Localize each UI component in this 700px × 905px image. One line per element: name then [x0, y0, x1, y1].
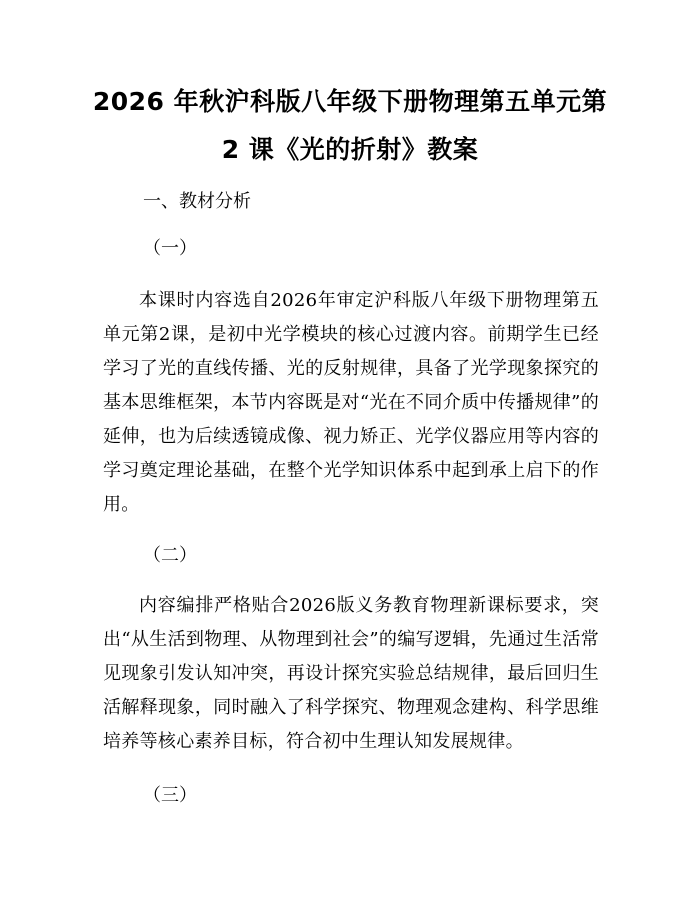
- document-title-line-2: 2 课《光的折射》教案: [221, 135, 479, 164]
- subsection-label-3: （三）: [143, 785, 197, 806]
- paragraph-2: 内容编排严格贴合2026版义务教育物理新课标要求，突出“从生活到物理、从物理到社会”的编写逻辑，先通过生活常见现象引发认知冲突，再设计探究实验总结规律，最后回归生活解释现象，同时融入了科学探究、物理观念建构、科学思维培养等核心素养目标，符合初中生理认知发展规律。: [103, 595, 599, 752]
- paragraph-1: 本课时内容选自2026年审定沪科版八年级下册物理第五单元第2课，是初中光学模块的核心过渡内容。前期学生已经学习了光的直线传播、光的反射规律，具备了光学现象探究的基本思维框架，本节内容既是对“光在不同介质中传播规律”的延伸，也为后续透镜成像、视力矫正、光学仪器应用等内容的学习奠定理论基础，在整个光学知识体系中起到承上启下的作用。: [103, 290, 599, 515]
- subsection-label-2: （二）: [143, 545, 197, 566]
- section-heading-textbook-analysis: 一、教材分析: [143, 191, 251, 212]
- document-title-line-1: 2026 年秋沪科版八年级下册物理第五单元第: [92, 87, 608, 116]
- subsection-label-1: （一）: [143, 238, 197, 259]
